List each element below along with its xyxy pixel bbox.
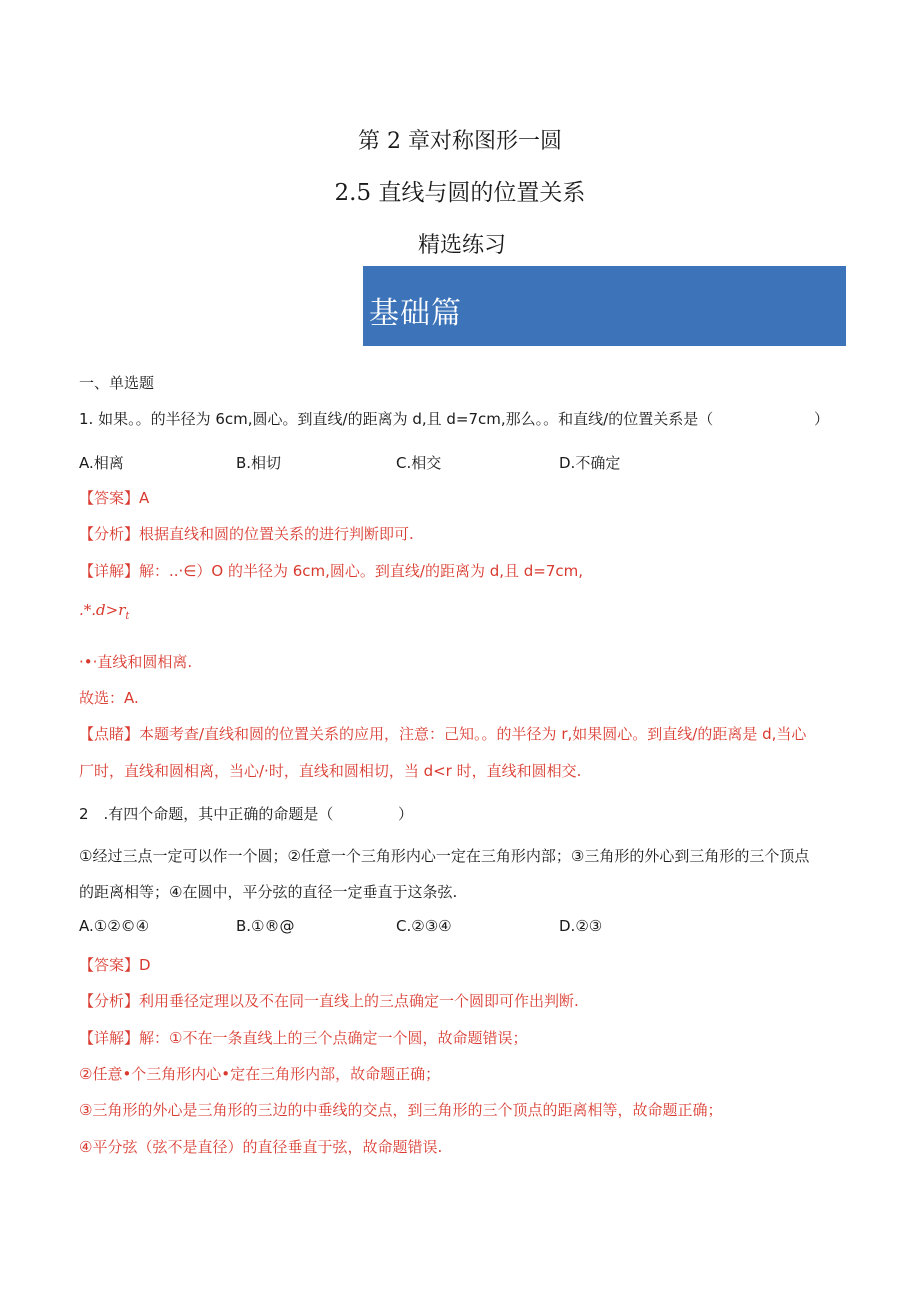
q1-detail-line1: 【详解】解：..·∈）O 的半径为 6cm,圆心。到直线/的距离为 d,且 d=7cm, — [79, 562, 584, 580]
section-title: 2.5 直线与圆的位置关系 — [334, 180, 586, 206]
q2-detail-line1: 【详解】解：①不在一条直线上的三个点确定一个圆，故命题错误； — [79, 1029, 528, 1047]
q2-option-a: A.①②©④ — [79, 917, 150, 935]
q1-option-b: B.相切 — [236, 454, 282, 472]
q2-answer: 【答案】D — [79, 956, 151, 974]
q1-option-c: C.相交 — [396, 454, 442, 472]
q2-option-d: D.②③ — [559, 917, 603, 935]
q1-conclusion: 故选：A. — [79, 689, 139, 707]
q2-text-line2: 的距离相等；④在圆中，平分弦的直径一定垂直于这条弦. — [79, 883, 458, 901]
q2-analysis: 【分析】利用垂径定理以及不在同一直线上的三点确定一个圆即可作出判断. — [79, 992, 579, 1010]
q1-detail-line2-main: .*.d>r — [79, 601, 126, 619]
q2-text-line1: ①经过三点一定可以作一个圆；②任意一个三角形内心一定在三角形内部；③三角形的外心到三角形的三个顶点 — [79, 847, 810, 865]
q1-analysis: 【分析】根据直线和圆的位置关系的进行判断即可. — [79, 525, 414, 543]
q1-option-d: D.不确定 — [559, 454, 621, 472]
section-heading: 一、单选题 — [79, 374, 155, 392]
q2-stem-end: ） — [398, 805, 414, 823]
q1-comment-line2: 厂时，直线和圆相离，当心/·时，直线和圆相切，当 d<r 时，直线和圆相交. — [79, 762, 582, 780]
chapter-title: 第 2 章对称图形一圆 — [358, 129, 562, 154]
q1-stem-end: ） — [814, 410, 830, 428]
q1-option-a: A.相离 — [79, 454, 124, 472]
q1-detail-line2-sub: t — [125, 611, 130, 622]
q1-detail-line3: ·•·直线和圆相离. — [79, 653, 193, 671]
q2-detail-line3: ③三角形的外心是三角形的三边的中垂线的交点，到三角形的三个顶点的距离相等，故命题正确； — [79, 1101, 723, 1119]
q1-detail-line2 — [79, 601, 129, 622]
q2-option-c: C.②③④ — [396, 917, 452, 935]
banner-label: 基础篇 — [369, 296, 462, 331]
q1-stem: 1. 如果。。的半径为 6cm,圆心。到直线/的距离为 d,且 d=7cm,那么。。和直线/的位置关系是（ — [79, 410, 714, 428]
level-banner — [363, 266, 846, 346]
q1-comment-line1: 【点睹】本题考查/直线和圆的位置关系的应用，注意：己知。。的半径为 r,如果圆心。到直线/的距离是 d,当心 — [79, 725, 807, 743]
subtitle: 精选练习 — [417, 233, 506, 258]
q2-detail-line2: ②任意•个三角形内心•定在三角形内部，故命题正确； — [79, 1065, 441, 1083]
q2-detail-line4: ④平分弦（弦不是直径）的直径垂直于弦，故命题错误. — [79, 1138, 443, 1156]
q2-stem: 2 .有四个命题，其中正确的命题是（ — [79, 805, 334, 823]
q2-option-b: B.①®@ — [236, 917, 295, 935]
q1-answer: 【答案】A — [79, 489, 150, 507]
